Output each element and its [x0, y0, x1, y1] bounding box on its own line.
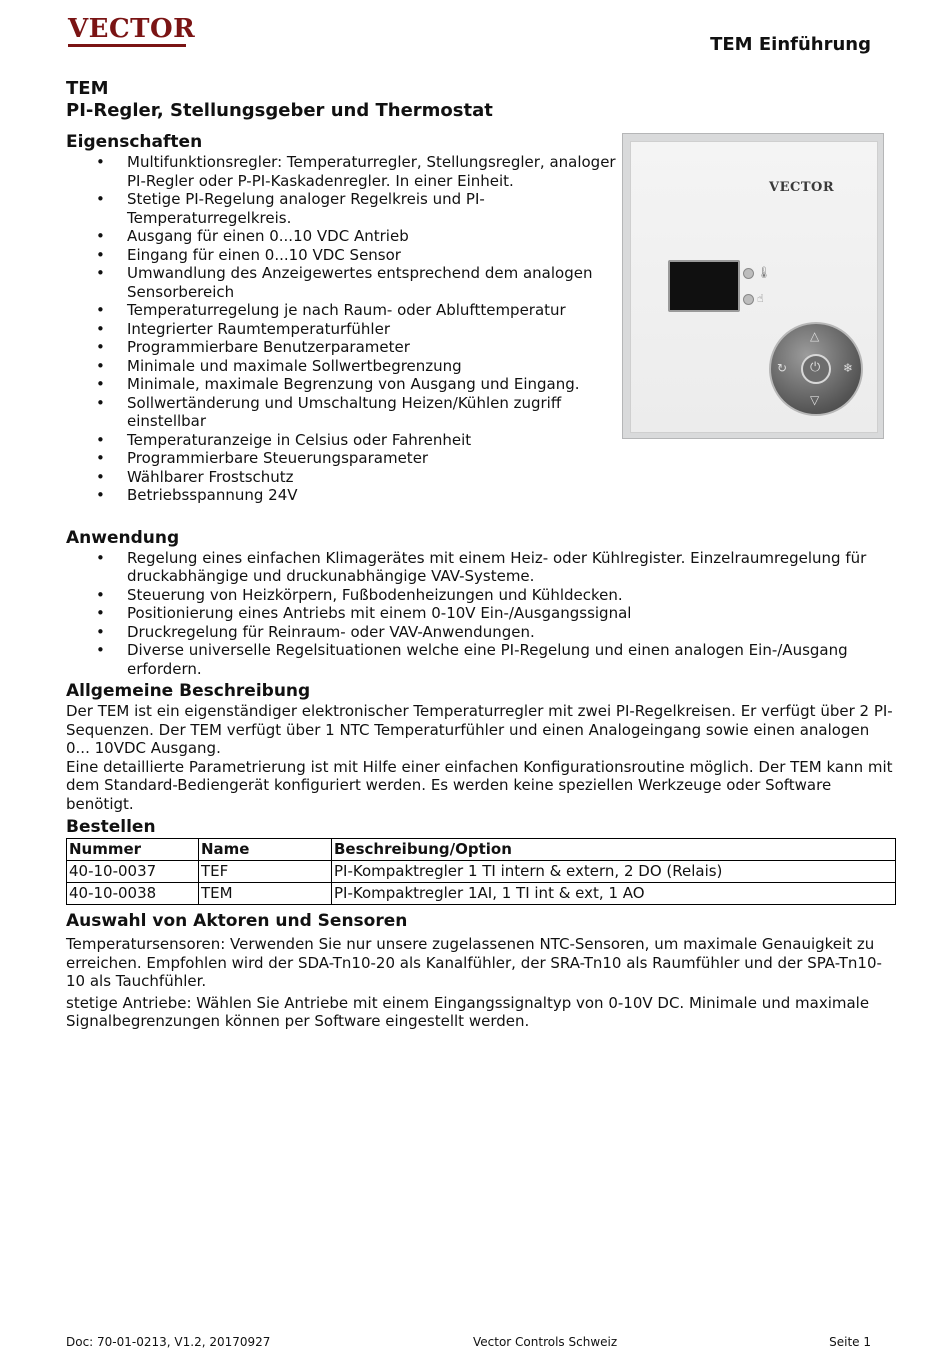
application-heading: Anwendung: [66, 527, 180, 548]
list-item: • Wählbarer Frostschutz: [66, 468, 626, 487]
list-item: • Betriebsspannung 24V: [66, 486, 626, 505]
order-section: [66, 816, 896, 905]
vector-logo: [68, 14, 196, 48]
hand-icon: ☝: [757, 292, 764, 305]
list-item: • Umwandlung des Anzeigewertes entsprechend dem analogen Sensorbereich: [66, 264, 626, 301]
application-list: [66, 549, 896, 679]
selection-paragraph: stetige Antriebe: Wählen Sie Antriebe mit einem Eingangssignaltyp von 0-10V DC. Minimale und maximale Signalbegrenzungen können per Software eingestellt werden.: [66, 993, 870, 1030]
snowflake-icon: ❄: [843, 361, 854, 375]
list-item: • Eingang für einen 0...10 VDC Sensor: [66, 246, 626, 265]
table-cell: PI-Kompaktregler 1 TI intern & extern, 2 DO (Relais): [332, 861, 896, 883]
list-item: • Positionierung eines Antriebs mit einem 0-10V Ein-/Ausgangssignal: [66, 604, 896, 623]
column-header: Beschreibung/Option: [332, 839, 896, 861]
table-row: [67, 883, 896, 905]
list-item: • Regelung eines einfachen Klimagerätes mit einem Heiz- oder Kühlregister. Einzelraumregelung für druckabhängige und druckunabhängige VAV-Systeme.: [66, 549, 896, 586]
selection-paragraph: Temperatursensoren: Verwenden Sie nur unsere zugelassenen NTC-Sensoren, um maximale Genauigkeit zu erreichen. Empfohlen wird der SDA-Tn10-20 als Kanalfühler, der SRA-Tn10 als Raumfühler und der SPA-Tn10-10 als Tauchfühler.: [66, 935, 882, 990]
description-paragraph: Eine detaillierte Parametrierung ist mit Hilfe einer einfachen Konfigurationsroutine möglich. Der TEM kann mit dem Standard-Bediengerät konfiguriert werden. Es werden keine speziellen Werkzeuge oder Software benötigt.: [66, 757, 893, 813]
table-cell: 40-10-0037: [67, 861, 199, 883]
column-header: Nummer: [67, 839, 199, 861]
list-item: • Sollwertänderung und Umschaltung Heizen/Kühlen zugriff einstellbar: [66, 394, 626, 431]
description-paragraph: Der TEM ist ein eigenständiger elektronischer Temperaturregler mit zwei PI-Regelkreisen. Er verfügt über 2 PI-Sequenzen. Der TEM verfügt über 1 NTC Temperaturfühler und einen Analogeingang sowie einen analogen 0... 10VDC Ausgang.: [66, 702, 893, 757]
list-item: • Stetige PI-Regelung analoger Regelkreis und PI-Temperaturregelkreis.: [66, 190, 626, 227]
mode-icon: ↻: [777, 361, 788, 375]
power-icon: ⏻: [810, 360, 821, 375]
table-cell: 40-10-0038: [67, 883, 199, 905]
table-cell: TEM: [199, 883, 332, 905]
list-item: • Druckregelung für Reinraum- oder VAV-Anwendungen.: [66, 623, 896, 642]
list-item: • Ausgang für einen 0...10 VDC Antrieb: [66, 227, 626, 246]
selection-heading: Auswahl von Aktoren und Sensoren: [66, 911, 408, 931]
features-heading: Eigenschaften: [66, 132, 203, 152]
table-row: [67, 861, 896, 883]
doc-subtitle: PI-Regler, Stellungsgeber und Thermostat: [66, 100, 493, 121]
list-item: • Minimale und maximale Sollwertbegrenzung: [66, 357, 626, 376]
document-body: [66, 78, 896, 1031]
footer-page-number: Seite 1: [829, 1335, 871, 1349]
order-heading: Bestellen: [66, 817, 156, 837]
logo-text: VECTOR: [68, 14, 196, 44]
description-section: [66, 680, 896, 813]
logo-underline: [68, 44, 186, 47]
table-header-row: [67, 839, 896, 861]
features-list: [66, 153, 626, 505]
selection-section: [66, 910, 896, 1031]
list-item: • Temperaturregelung je nach Raum- oder Ablufttemperatur: [66, 301, 626, 320]
list-item: • Diverse universelle Regelsituationen welche eine PI-Regelung und einen analogen Ein-/Ausgang erfordern.: [66, 641, 896, 678]
list-item: • Multifunktionsregler: Temperaturregler, Stellungsregler, analoger PI-Regler oder P-PI-Kaskadenregler. In einer Einheit.: [66, 153, 626, 190]
down-arrow-icon: ▽: [810, 393, 820, 407]
thermometer-icon: 🌡: [757, 266, 771, 279]
header-title: TEM Einführung: [710, 34, 871, 55]
table-cell: PI-Kompaktregler 1AI, 1 TI int & ext, 1 AO: [332, 883, 896, 905]
list-item: • Minimale, maximale Begrenzung von Ausgang und Eingang.: [66, 375, 626, 394]
list-item: • Programmierbare Benutzerparameter: [66, 338, 626, 357]
application-section: [66, 527, 896, 679]
list-item: • Programmierbare Steuerungsparameter: [66, 449, 626, 468]
order-table: [66, 838, 896, 905]
up-arrow-icon: △: [810, 329, 820, 343]
doc-title: TEM: [66, 78, 109, 99]
footer-doc-id: Doc: 70-01-0213, V1.2, 20170927: [66, 1335, 271, 1349]
device-logo: VECTOR: [769, 180, 835, 195]
list-item: • Temperaturanzeige in Celsius oder Fahrenheit: [66, 431, 626, 450]
list-item: • Steuerung von Heizkörpern, Fußbodenheizungen und Kühldecken.: [66, 586, 896, 605]
footer-company: Vector Controls Schweiz: [473, 1335, 618, 1349]
column-header: Name: [199, 839, 332, 861]
table-cell: TEF: [199, 861, 332, 883]
description-heading: Allgemeine Beschreibung: [66, 681, 311, 701]
list-item: • Integrierter Raumtemperaturfühler: [66, 320, 626, 339]
features-section: [66, 131, 896, 505]
